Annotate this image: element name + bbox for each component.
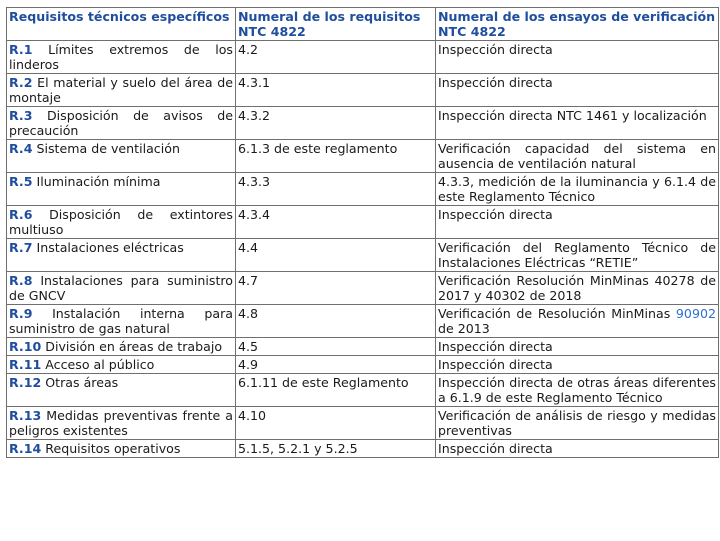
test-text: Inspección directa NTC 1461 y localización [438,108,707,123]
requirement-description: Acceso al público [45,357,155,372]
requirement-numeral-cell: 6.1.3 de este reglamento [236,140,436,173]
requirement-code: R.7 [9,240,33,255]
requirement-code: R.4 [9,141,33,156]
requirement-code: R.5 [9,174,33,189]
test-numeral-cell [436,338,719,356]
table-row [7,74,719,107]
test-text: 4.3.3, medición de la iluminancia y 6.1.4 de este Reglamento Técnico [438,174,716,204]
resolution-link[interactable]: 90902 [675,306,716,321]
requirement-code: R.9 [9,306,33,321]
requirement-code: R.10 [9,339,42,354]
requirement-description: Límites extremos de los linderos [9,42,233,72]
test-numeral-cell [436,272,719,305]
requirement-numeral-cell: 4.3.4 [236,206,436,239]
requirement-cell [7,356,236,374]
table-row [7,272,719,305]
test-numeral-cell [436,239,719,272]
test-text: Verificación de Resolución MinMinas [438,306,676,321]
test-text: Verificación Resolución MinMinas 40278 de 2017 y 40302 de 2018 [438,273,716,303]
test-text: Verificación de análisis de riesgo y medidas preventivas [438,408,716,438]
requirement-numeral-cell: 4.4 [236,239,436,272]
test-text: Inspección directa [438,441,553,456]
requirements-table [6,7,719,458]
requirement-description: División en áreas de trabajo [45,339,223,354]
requirement-cell [7,272,236,305]
requirement-cell [7,407,236,440]
table-row [7,140,719,173]
requirement-cell [7,440,236,458]
requirement-code: R.1 [9,42,33,57]
requirement-numeral-cell: 4.10 [236,407,436,440]
requirement-description: Sistema de ventilación [36,141,180,156]
table-row [7,107,719,140]
requirement-numeral-cell: 4.2 [236,41,436,74]
test-numeral-cell [436,173,719,206]
header-requirements: Requisitos técnicos específicos [7,8,236,41]
test-text: Verificación capacidad del sistema en ausencia de ventilación natural [438,141,716,171]
requirement-description: Otras áreas [45,375,119,390]
requirement-cell [7,239,236,272]
test-numeral-cell [436,407,719,440]
test-text-suffix: de 2013 [438,321,490,336]
table-row [7,440,719,458]
requirement-description: Instalaciones eléctricas [36,240,184,255]
table-row [7,41,719,74]
requirement-description: Medidas preventivas frente a peligros existentes [9,408,233,438]
header-test-numeral: Numeral de los ensayos de verificación NTC 4822 [436,8,719,41]
requirement-description: Disposición de avisos de precaución [9,108,233,138]
requirement-numeral-cell: 4.3.1 [236,74,436,107]
test-text: Verificación del Reglamento Técnico de Instalaciones Eléctricas “RETIE” [438,240,716,270]
table-row [7,407,719,440]
requirement-cell [7,206,236,239]
requirement-numeral-cell: 6.1.11 de este Reglamento [236,374,436,407]
table-row [7,356,719,374]
table-row [7,338,719,356]
test-text: Inspección directa [438,339,553,354]
requirement-cell [7,140,236,173]
requirement-numeral-cell: 4.5 [236,338,436,356]
requirement-numeral-cell: 4.8 [236,305,436,338]
requirement-cell [7,338,236,356]
requirement-description: El material y suelo del área de montaje [9,75,233,105]
requirement-description: Requisitos operativos [45,441,181,456]
requirement-code: R.8 [9,273,33,288]
test-text: Inspección directa [438,207,553,222]
test-numeral-cell [436,41,719,74]
requirement-code: R.11 [9,357,42,372]
test-text: Inspección directa [438,42,553,57]
requirement-numeral-cell: 4.3.2 [236,107,436,140]
requirement-cell [7,173,236,206]
requirement-code: R.14 [9,441,42,456]
requirement-numeral-cell: 4.9 [236,356,436,374]
test-numeral-cell [436,305,719,338]
requirement-description: Iluminación mínima [36,174,161,189]
table-row [7,305,719,338]
test-numeral-cell [436,206,719,239]
requirement-code: R.6 [9,207,33,222]
test-numeral-cell [436,374,719,407]
test-text: Inspección directa de otras áreas diferentes a 6.1.9 de este Reglamento Técnico [438,375,716,405]
test-numeral-cell [436,107,719,140]
requirement-numeral-cell: 4.3.3 [236,173,436,206]
requirement-cell [7,74,236,107]
test-text: Inspección directa [438,357,553,372]
test-text: Inspección directa [438,75,553,90]
table-row [7,206,719,239]
test-numeral-cell [436,440,719,458]
test-numeral-cell [436,356,719,374]
requirement-cell [7,305,236,338]
table-row [7,239,719,272]
requirement-description: Instalación interna para suministro de gas natural [9,306,233,336]
requirement-numeral-cell: 4.7 [236,272,436,305]
table-header-row [7,8,719,41]
table-row [7,173,719,206]
requirement-code: R.3 [9,108,33,123]
requirement-code: R.12 [9,375,42,390]
requirement-description: Instalaciones para suministro de GNCV [9,273,233,303]
requirement-cell [7,41,236,74]
requirement-cell [7,374,236,407]
table-row [7,374,719,407]
requirement-numeral-cell: 5.1.5, 5.2.1 y 5.2.5 [236,440,436,458]
test-numeral-cell [436,140,719,173]
requirement-code: R.2 [9,75,33,90]
requirement-code: R.13 [9,408,42,423]
test-numeral-cell [436,74,719,107]
header-requirement-numeral: Numeral de los requisitos NTC 4822 [236,8,436,41]
requirement-description: Disposición de extintores multiuso [9,207,233,237]
requirement-cell [7,107,236,140]
